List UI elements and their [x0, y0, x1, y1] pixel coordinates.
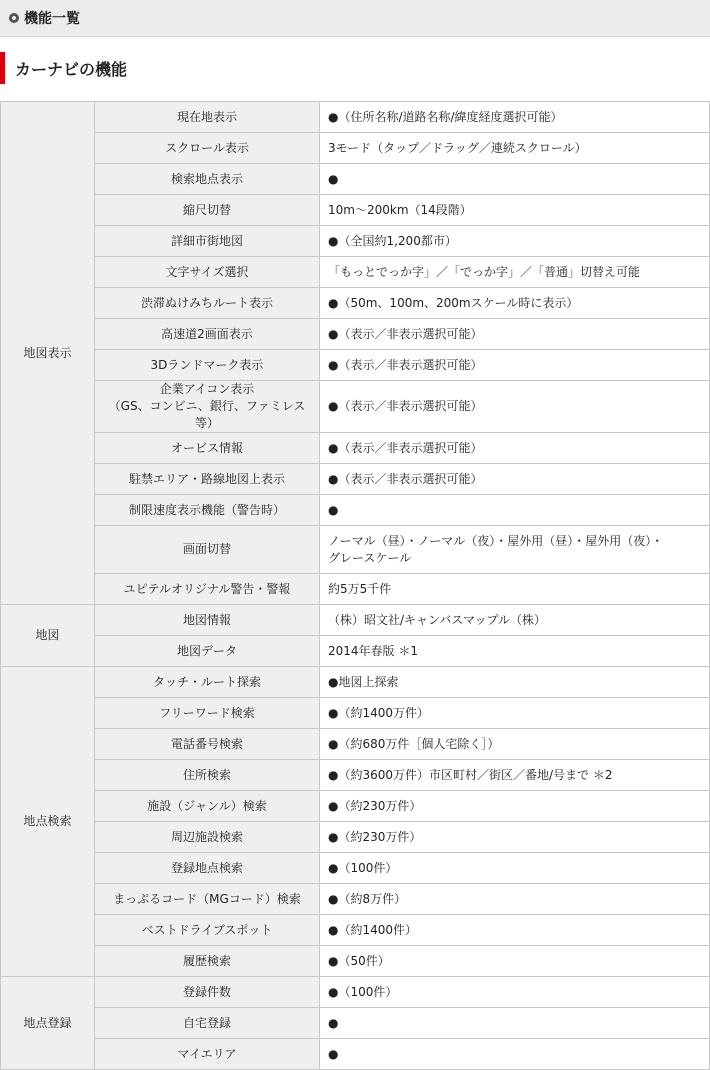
feature-label: 3Dランドマーク表示	[150, 357, 264, 372]
value-cell	[320, 1008, 710, 1039]
value-cell	[320, 667, 710, 698]
category-cell: 地点登録	[1, 977, 95, 1070]
category-cell: 地図	[1, 605, 95, 667]
value-text: ノーマル（昼）・ノーマル（夜）・屋外用（昼）・屋外用（夜）・	[328, 533, 664, 548]
table-row	[1, 760, 710, 791]
table-row	[1, 636, 710, 667]
value-cell	[320, 526, 710, 574]
value-cell	[320, 760, 710, 791]
table-row	[1, 381, 710, 433]
feature-label: マイエリア	[177, 1046, 237, 1061]
value-cell	[320, 464, 710, 495]
value-cell	[320, 884, 710, 915]
feature-label: 画面切替	[182, 542, 231, 556]
value-cell	[320, 433, 710, 464]
table-row	[1, 977, 710, 1008]
value-text: ●（約230万件）	[328, 798, 422, 813]
feature-cell	[95, 526, 320, 574]
feature-cell	[95, 791, 320, 822]
value-cell	[320, 319, 710, 350]
feature-label: 詳細市街地図	[170, 233, 243, 248]
feature-cell	[95, 195, 320, 226]
value-text: ●（表示／非表示選択可能）	[328, 440, 483, 455]
feature-label: タッチ・ルート探索	[152, 674, 261, 689]
table-row	[1, 102, 710, 133]
table-row	[1, 433, 710, 464]
table-row	[1, 495, 710, 526]
feature-cell	[95, 319, 320, 350]
page-title: 機能一覧	[24, 11, 80, 27]
value-cell	[320, 698, 710, 729]
value-text: ●（約1400件）	[328, 922, 418, 937]
feature-cell	[95, 946, 320, 977]
table-row	[1, 164, 710, 195]
feature-label: 検索地点表示	[170, 171, 243, 186]
table-row	[1, 853, 710, 884]
feature-cell	[95, 574, 320, 605]
value-text: 10m〜200km（14段階）	[328, 202, 472, 217]
feature-label: まっぷるコード（MGコード）検索	[113, 891, 301, 906]
value-cell	[320, 288, 710, 319]
value-cell	[320, 791, 710, 822]
table-row	[1, 133, 710, 164]
value-text: ●	[328, 171, 339, 186]
value-text: ●（約1400万件）	[328, 705, 430, 720]
value-cell	[320, 164, 710, 195]
feature-label: 高速道2画面表示	[161, 326, 253, 341]
feature-cell	[95, 822, 320, 853]
table-row	[1, 605, 710, 636]
value-text: ●（約680万件［個人宅除く］）	[328, 736, 500, 751]
table-row	[1, 226, 710, 257]
feature-cell	[95, 853, 320, 884]
feature-cell	[95, 226, 320, 257]
table-row	[1, 574, 710, 605]
value-text: ●（約230万件）	[328, 829, 422, 844]
value-cell	[320, 605, 710, 636]
table-row	[1, 667, 710, 698]
category-cell: 地図表示	[1, 102, 95, 605]
value-cell	[320, 574, 710, 605]
value-cell	[320, 915, 710, 946]
feature-label: 登録件数	[182, 984, 231, 999]
value-cell	[320, 495, 710, 526]
value-text: ●（表示／非表示選択可能）	[328, 357, 483, 372]
value-text: ●	[328, 502, 339, 517]
feature-cell	[95, 915, 320, 946]
feature-cell	[95, 464, 320, 495]
table-row	[1, 526, 710, 574]
feature-label: 施設（ジャンル）検索	[147, 798, 267, 813]
feature-label: 縮尺切替	[182, 202, 231, 217]
value-cell	[320, 946, 710, 977]
value-text: ●地図上探索	[328, 674, 399, 689]
feature-cell	[95, 1008, 320, 1039]
feature-cell	[95, 350, 320, 381]
value-text: ●（表示／非表示選択可能）	[328, 399, 483, 413]
value-text: ●	[328, 1015, 339, 1030]
feature-label: 地図データ	[176, 643, 237, 658]
table-row	[1, 319, 710, 350]
section-header	[0, 37, 710, 101]
feature-cell	[95, 667, 320, 698]
feature-label: オービス情報	[170, 440, 243, 455]
table-row	[1, 946, 710, 977]
feature-cell	[95, 133, 320, 164]
feature-cell	[95, 698, 320, 729]
feature-cell	[95, 977, 320, 1008]
value-cell	[320, 729, 710, 760]
value-text: 約5万5千件	[328, 581, 392, 596]
feature-cell	[95, 760, 320, 791]
section-title: カーナビの機能	[15, 60, 128, 79]
category-cell: 地点検索	[1, 667, 95, 977]
value-text: ●（表示／非表示選択可能）	[328, 471, 483, 486]
feature-label: スクロール表示	[165, 140, 249, 155]
table-row	[1, 729, 710, 760]
value-subtext: グレースケール	[328, 550, 412, 565]
value-cell	[320, 133, 710, 164]
feature-label: 駐禁エリア・路線地図上表示	[128, 471, 285, 486]
table-row	[1, 822, 710, 853]
value-cell	[320, 636, 710, 667]
feature-label: 地図情報	[182, 612, 231, 627]
feature-label: ベストドライブスポット	[141, 922, 273, 937]
table-row	[1, 288, 710, 319]
value-text: ●（50件）	[328, 953, 390, 968]
feature-cell	[95, 257, 320, 288]
value-text: ●（50m、100m、200mスケール時に表示）	[328, 295, 579, 310]
table-row	[1, 791, 710, 822]
table-row	[1, 257, 710, 288]
feature-label: 電話番号検索	[170, 736, 243, 751]
feature-label: 企業アイコン表示	[159, 382, 255, 396]
feature-cell	[95, 495, 320, 526]
feature-label: ユピテルオリジナル警告・警報	[123, 581, 291, 596]
feature-cell	[95, 288, 320, 319]
table-row	[1, 195, 710, 226]
value-cell	[320, 195, 710, 226]
top-header-bar	[0, 0, 710, 37]
value-text: 2014年春版 ＊1	[328, 643, 418, 658]
feature-cell	[95, 636, 320, 667]
feature-label: 住所検索	[182, 767, 231, 782]
feature-cell	[95, 729, 320, 760]
feature-sublabel: （GS、コンビニ、銀行、ファミレス等）	[108, 399, 306, 430]
value-text: ●（全国約1,200都市）	[328, 233, 457, 248]
value-text: ●（100件）	[328, 860, 398, 875]
feature-label: 自宅登録	[182, 1015, 231, 1030]
table-row	[1, 915, 710, 946]
feature-label: 制限速度表示機能（警告時）	[128, 502, 285, 517]
table-row	[1, 464, 710, 495]
value-cell	[320, 102, 710, 133]
feature-cell	[95, 381, 320, 433]
table-row	[1, 884, 710, 915]
value-cell	[320, 350, 710, 381]
value-text: ●（表示／非表示選択可能）	[328, 326, 483, 341]
feature-cell	[95, 605, 320, 636]
feature-cell	[95, 884, 320, 915]
feature-cell	[95, 102, 320, 133]
value-text: ●（100件）	[328, 984, 398, 999]
feature-cell	[95, 433, 320, 464]
value-cell	[320, 257, 710, 288]
feature-label: 渋滞ぬけみちルート表示	[140, 295, 273, 310]
table-row	[1, 1008, 710, 1039]
table-row	[1, 350, 710, 381]
feature-table	[0, 101, 710, 1070]
feature-label: 文字サイズ選択	[165, 264, 249, 279]
feature-cell	[95, 164, 320, 195]
feature-label: 履歴検索	[182, 953, 231, 968]
feature-label: 現在地表示	[176, 109, 237, 124]
value-text: ●（約3600万件）市区町村／街区／番地/号まで ＊2	[328, 767, 613, 782]
value-text: （株）昭文社/キャンバスマップル（株）	[328, 612, 547, 627]
feature-label: フリーワード検索	[159, 705, 255, 720]
value-cell	[320, 226, 710, 257]
value-text: ●（住所名称/道路名称/緯度経度選択可能）	[328, 109, 563, 124]
value-text: 3モード（タップ／ドラッグ／連続スクロール）	[328, 140, 587, 155]
feature-label: 周辺施設検索	[170, 829, 243, 844]
value-cell	[320, 381, 710, 433]
value-cell	[320, 822, 710, 853]
value-text: ●（約8万件）	[328, 891, 407, 906]
value-cell	[320, 977, 710, 1008]
value-cell	[320, 853, 710, 884]
table-row	[1, 698, 710, 729]
feature-label: 登録地点検索	[170, 860, 243, 875]
value-text: 「もっとでっか字」／「でっか字」／「普通」切替え可能	[328, 264, 641, 279]
value-text: ●	[328, 1046, 339, 1061]
section-accent-bar	[0, 52, 5, 84]
ring-bullet-icon	[9, 13, 19, 23]
